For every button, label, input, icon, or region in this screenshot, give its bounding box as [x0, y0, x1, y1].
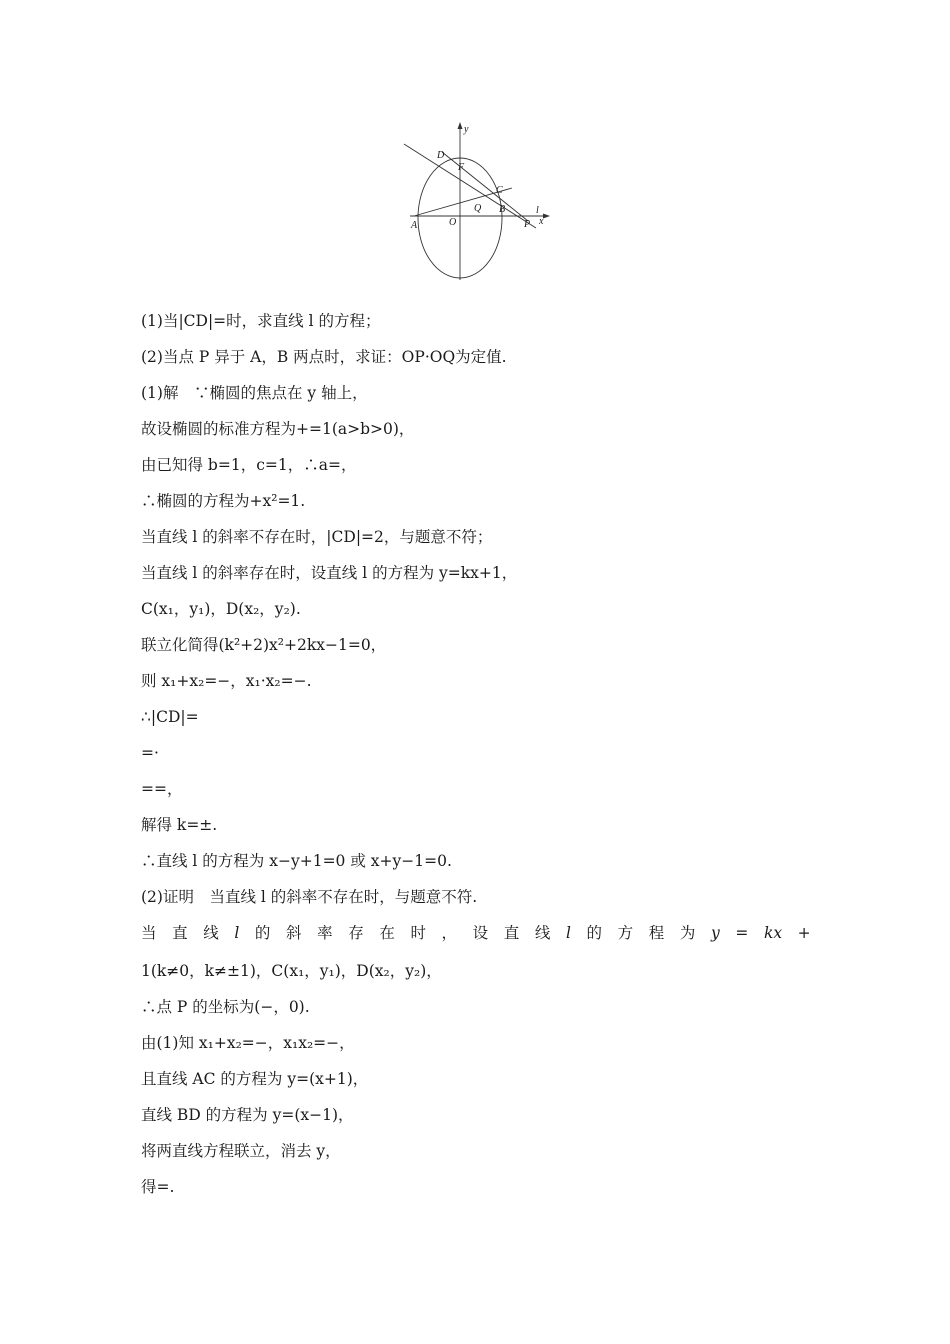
- proof-line-2-justified: [141, 923, 811, 943]
- spread-token: 线: [534, 924, 551, 942]
- x-axis-arrow: [543, 214, 550, 219]
- proof-line-9: 得=.: [141, 1178, 175, 1196]
- spread-token: 线: [203, 924, 219, 942]
- spread-token: l: [565, 924, 571, 942]
- line-df: [442, 152, 528, 221]
- solution-line-14: ∴直线 l 的方程为 x−y+1=0 或 x+y−1=0.: [141, 852, 452, 870]
- solution-line-10: ∴|CD|=: [141, 708, 199, 726]
- spread-token: 时: [410, 924, 426, 942]
- spread-token: 在: [379, 924, 395, 942]
- solution-line-9: 则 x₁+x₂=−，x₁·x₂=−.: [141, 672, 312, 690]
- solution-line-2: 故设椭圆的标准方程为+=1(a>b>0)，: [141, 420, 415, 438]
- label-x: x: [539, 216, 544, 227]
- spread-token: 的: [586, 924, 603, 942]
- spread-token: kx: [763, 924, 783, 942]
- proof-line-4: ∴点 P 的坐标为(−，0).: [141, 998, 310, 1016]
- proof-line-6: 且直线 AC 的方程为 y=(x+1)，: [141, 1070, 369, 1088]
- ellipse-diagram: [400, 118, 555, 286]
- spread-token: 设: [472, 924, 489, 942]
- solution-line-13: 解得 k=±.: [141, 816, 218, 834]
- proof-line-5: 由(1)知 x₁+x₂=−，x₁x₂=−，: [141, 1034, 355, 1052]
- solution-line-12: ==，: [141, 780, 183, 798]
- label-c: C: [496, 185, 503, 196]
- label-f: F: [458, 162, 465, 173]
- solution-line-6: 当直线 l 的斜率存在时，设直线 l 的方程为 y=kx+1，: [141, 564, 518, 582]
- spread-token: l: [234, 924, 240, 942]
- label-a: A: [411, 220, 418, 231]
- spread-token: 的: [254, 924, 271, 942]
- label-y: y: [464, 124, 469, 135]
- spread-token: 直: [503, 924, 520, 942]
- solution-line-4: ∴椭圆的方程为+x²=1.: [141, 492, 306, 510]
- solution-line-5: 当直线 l 的斜率不存在时，|CD|=2，与题意不符；: [141, 528, 493, 546]
- solution-line-7: C(x₁，y₁)，D(x₂，y₂).: [141, 600, 301, 618]
- spread-token: ，: [441, 924, 458, 942]
- proof-line-1: (2)证明 当直线 l 的斜率不存在时，与题意不符.: [141, 888, 478, 906]
- spread-token: y: [710, 924, 720, 942]
- label-l: l: [536, 205, 539, 216]
- label-d: D: [437, 150, 445, 161]
- proof-line-8: 将两直线方程联立，消去 y，: [141, 1142, 341, 1160]
- line-l: [404, 144, 536, 228]
- label-b: B: [499, 204, 506, 215]
- label-q: Q: [474, 203, 482, 214]
- solution-line-11: =·: [141, 744, 159, 762]
- ellipse-figure: [400, 118, 555, 286]
- spread-token: =: [735, 924, 749, 942]
- spread-token: 为: [679, 924, 696, 942]
- y-axis-arrow: [458, 122, 463, 129]
- spread-token: 直: [172, 924, 188, 942]
- solution-line-3: 由已知得 b=1，c=1，∴a=，: [141, 456, 357, 474]
- spread-token: 程: [648, 924, 665, 942]
- question-1: (1)当|CD|=时，求直线 l 的方程；: [141, 312, 381, 330]
- spread-token: 方: [617, 924, 634, 942]
- spread-token: 存: [348, 924, 364, 942]
- solution-line-8: 联立化简得(k²+2)x²+2kx−1=0，: [141, 636, 387, 654]
- spread-token: 率: [317, 924, 333, 942]
- question-2: (2)当点 P 异于 A，B 两点时，求证：OP·OQ为定值.: [141, 348, 507, 366]
- solution-line-1: (1)解 ∵椭圆的焦点在 y 轴上，: [141, 384, 368, 402]
- proof-line-7: 直线 BD 的方程为 y=(x−1)，: [141, 1106, 354, 1124]
- label-o: O: [449, 217, 457, 228]
- label-p: P: [524, 219, 531, 230]
- spread-token: +: [797, 924, 811, 942]
- spread-token: 当: [141, 924, 157, 942]
- proof-line-3: 1(k≠0，k≠±1)，C(x₁，y₁)，D(x₂，y₂)，: [141, 962, 442, 980]
- spread-token: 斜: [286, 924, 302, 942]
